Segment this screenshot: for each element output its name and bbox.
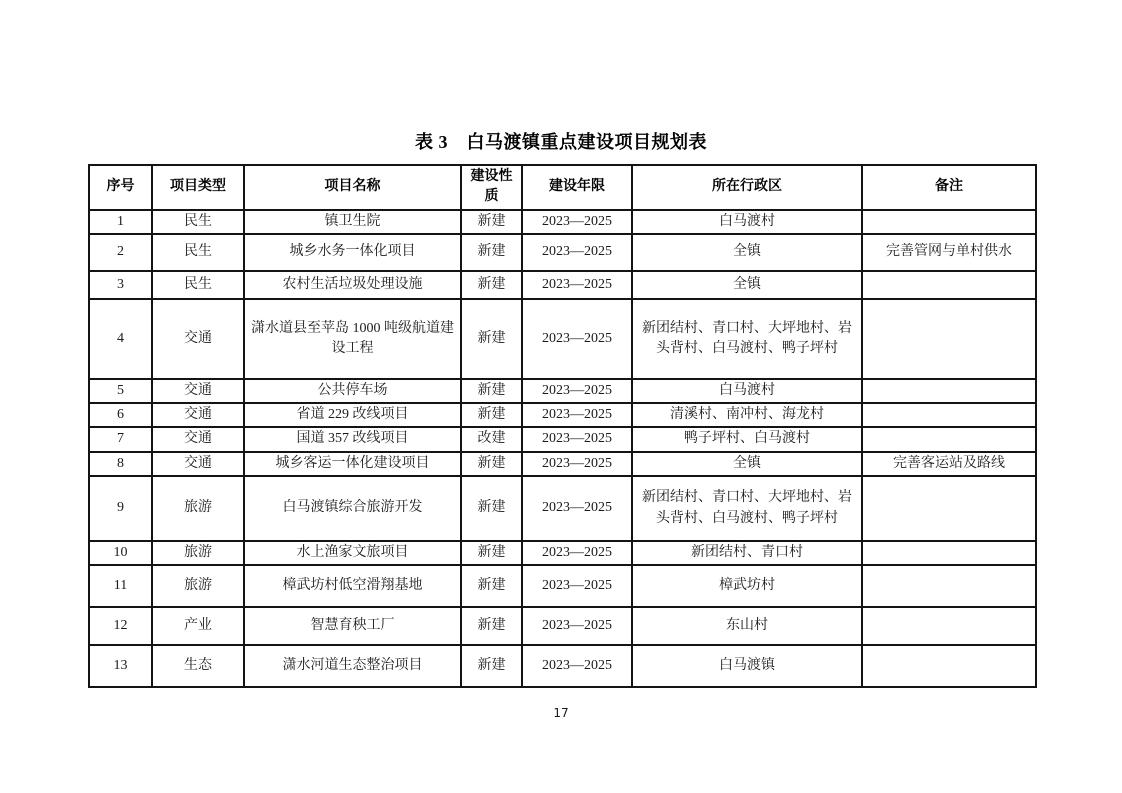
cell-type: 交通 <box>152 452 244 476</box>
cell-district: 白马渡镇 <box>632 645 862 687</box>
cell-nature: 新建 <box>461 234 522 271</box>
cell-district: 樟武坊村 <box>632 565 862 607</box>
col-header-type: 项目类型 <box>152 165 244 210</box>
cell-no: 13 <box>89 645 152 687</box>
cell-nature: 新建 <box>461 476 522 541</box>
table-row <box>89 210 1036 234</box>
cell-district: 全镇 <box>632 271 862 299</box>
cell-type: 交通 <box>152 403 244 427</box>
cell-type: 交通 <box>152 299 244 379</box>
cell-remark <box>862 299 1036 379</box>
table-row <box>89 541 1036 565</box>
cell-remark <box>862 427 1036 451</box>
cell-name: 省道 229 改线项目 <box>244 403 461 427</box>
cell-years: 2023—2025 <box>522 607 632 645</box>
cell-no: 12 <box>89 607 152 645</box>
cell-type: 民生 <box>152 271 244 299</box>
table-row <box>89 271 1036 299</box>
cell-district: 全镇 <box>632 452 862 476</box>
cell-years: 2023—2025 <box>522 210 632 234</box>
cell-years: 2023—2025 <box>522 541 632 565</box>
col-header-remark: 备注 <box>862 165 1036 210</box>
cell-type: 旅游 <box>152 476 244 541</box>
cell-type: 产业 <box>152 607 244 645</box>
cell-remark <box>862 476 1036 541</box>
cell-years: 2023—2025 <box>522 565 632 607</box>
cell-remark <box>862 271 1036 299</box>
cell-name: 潇水道县至苹岛 1000 吨级航道建设工程 <box>244 299 461 379</box>
cell-no: 9 <box>89 476 152 541</box>
cell-district: 鸭子坪村、白马渡村 <box>632 427 862 451</box>
table-row <box>89 234 1036 271</box>
table-row <box>89 476 1036 541</box>
table-row <box>89 645 1036 687</box>
cell-no: 6 <box>89 403 152 427</box>
cell-no: 10 <box>89 541 152 565</box>
cell-name: 樟武坊村低空滑翔基地 <box>244 565 461 607</box>
cell-nature: 新建 <box>461 403 522 427</box>
cell-name: 公共停车场 <box>244 379 461 403</box>
cell-type: 民生 <box>152 234 244 271</box>
cell-remark <box>862 379 1036 403</box>
table-row <box>89 427 1036 451</box>
cell-type: 交通 <box>152 427 244 451</box>
table-row <box>89 452 1036 476</box>
cell-years: 2023—2025 <box>522 299 632 379</box>
col-header-nature: 建设性质 <box>461 165 522 210</box>
cell-nature: 新建 <box>461 271 522 299</box>
cell-name: 农村生活垃圾处理设施 <box>244 271 461 299</box>
cell-no: 2 <box>89 234 152 271</box>
cell-remark <box>862 403 1036 427</box>
cell-no: 11 <box>89 565 152 607</box>
cell-no: 8 <box>89 452 152 476</box>
cell-no: 7 <box>89 427 152 451</box>
col-header-district: 所在行政区 <box>632 165 862 210</box>
cell-name: 国道 357 改线项目 <box>244 427 461 451</box>
col-header-years: 建设年限 <box>522 165 632 210</box>
cell-remark <box>862 645 1036 687</box>
cell-nature: 新建 <box>461 299 522 379</box>
cell-name: 城乡水务一体化项目 <box>244 234 461 271</box>
page-number: 17 <box>553 706 569 720</box>
header-row <box>89 165 1036 210</box>
cell-type: 交通 <box>152 379 244 403</box>
table-row <box>89 403 1036 427</box>
cell-remark <box>862 541 1036 565</box>
table-row <box>89 379 1036 403</box>
cell-district: 新团结村、青口村、大坪地村、岩头背村、白马渡村、鸭子坪村 <box>632 476 862 541</box>
cell-years: 2023—2025 <box>522 645 632 687</box>
cell-years: 2023—2025 <box>522 476 632 541</box>
cell-remark <box>862 565 1036 607</box>
cell-remark <box>862 607 1036 645</box>
cell-nature: 新建 <box>461 452 522 476</box>
cell-type: 旅游 <box>152 565 244 607</box>
cell-years: 2023—2025 <box>522 452 632 476</box>
cell-name: 智慧育秧工厂 <box>244 607 461 645</box>
cell-years: 2023—2025 <box>522 271 632 299</box>
cell-no: 3 <box>89 271 152 299</box>
cell-years: 2023—2025 <box>522 427 632 451</box>
cell-name: 潇水河道生态整治项目 <box>244 645 461 687</box>
cell-type: 生态 <box>152 645 244 687</box>
table-title: 表 3 白马渡镇重点建设项目规划表 <box>415 132 707 152</box>
cell-district: 全镇 <box>632 234 862 271</box>
col-header-name: 项目名称 <box>244 165 461 210</box>
cell-no: 1 <box>89 210 152 234</box>
cell-nature: 新建 <box>461 541 522 565</box>
cell-years: 2023—2025 <box>522 234 632 271</box>
cell-district: 清溪村、南冲村、海龙村 <box>632 403 862 427</box>
cell-remark <box>862 210 1036 234</box>
cell-years: 2023—2025 <box>522 379 632 403</box>
table-row <box>89 607 1036 645</box>
cell-years: 2023—2025 <box>522 403 632 427</box>
cell-district: 新团结村、青口村、大坪地村、岩头背村、白马渡村、鸭子坪村 <box>632 299 862 379</box>
cell-no: 5 <box>89 379 152 403</box>
cell-nature: 新建 <box>461 210 522 234</box>
cell-district: 白马渡村 <box>632 210 862 234</box>
cell-district: 新团结村、青口村 <box>632 541 862 565</box>
table-row <box>89 565 1036 607</box>
cell-name: 水上渔家文旅项目 <box>244 541 461 565</box>
projects-table <box>88 164 1037 688</box>
cell-no: 4 <box>89 299 152 379</box>
cell-nature: 新建 <box>461 565 522 607</box>
cell-name: 城乡客运一体化建设项目 <box>244 452 461 476</box>
cell-type: 民生 <box>152 210 244 234</box>
cell-district: 白马渡村 <box>632 379 862 403</box>
cell-nature: 新建 <box>461 607 522 645</box>
table-row <box>89 299 1036 379</box>
cell-name: 镇卫生院 <box>244 210 461 234</box>
col-header-no: 序号 <box>89 165 152 210</box>
cell-type: 旅游 <box>152 541 244 565</box>
cell-name: 白马渡镇综合旅游开发 <box>244 476 461 541</box>
cell-nature: 新建 <box>461 645 522 687</box>
cell-remark: 完善管网与单村供水 <box>862 234 1036 271</box>
cell-nature: 改建 <box>461 427 522 451</box>
cell-remark: 完善客运站及路线 <box>862 452 1036 476</box>
cell-nature: 新建 <box>461 379 522 403</box>
cell-district: 东山村 <box>632 607 862 645</box>
